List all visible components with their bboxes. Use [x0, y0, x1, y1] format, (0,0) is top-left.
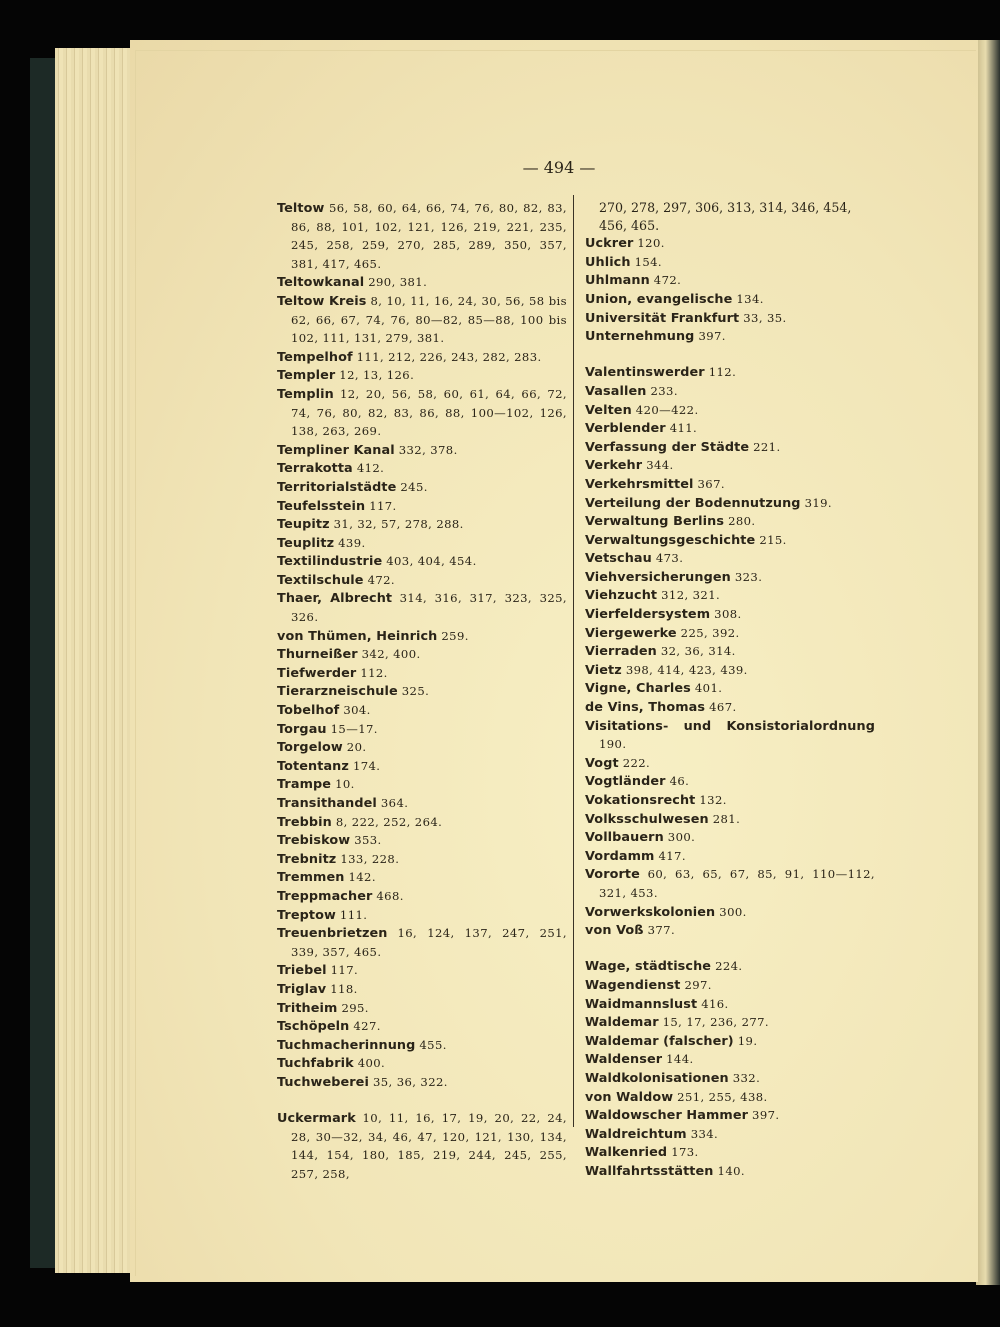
entry-term: Thurneißer [277, 647, 358, 663]
entry-term: Torgelow [277, 740, 343, 756]
index-entry [585, 234, 875, 253]
index-entry [585, 921, 875, 940]
page-number: — 494 — [522, 158, 596, 177]
entry-term: Triebel [277, 963, 327, 979]
entry-term: Unternehmung [585, 329, 695, 345]
page-stack-edges [55, 48, 135, 1273]
entry-page-refs: 297. [684, 977, 712, 992]
entry-term: Teuplitz [277, 535, 335, 551]
entry-term: Viehversicherungen [585, 569, 731, 585]
index-entry [585, 456, 875, 475]
index-entry [585, 661, 875, 680]
entry-term: Verwaltungsgeschichte [585, 532, 756, 548]
index-entry [585, 401, 875, 420]
entry-page-refs: 245. [400, 479, 428, 494]
entry-term: Vetschau [585, 551, 652, 567]
index-entry [585, 810, 875, 829]
index-entry [277, 664, 567, 683]
index-entry [585, 568, 875, 587]
entry-term: Tiefwerder [277, 665, 357, 681]
index-entry [277, 589, 567, 626]
entry-term: Wagendienst [585, 977, 681, 993]
index-entry [277, 720, 567, 739]
entry-term: Teltow [277, 201, 325, 216]
entry-term: Totentanz [277, 758, 349, 774]
entry-page-refs: 344. [646, 458, 674, 473]
entry-term: Waldowscher Hammer [585, 1108, 749, 1124]
index-entry [277, 1073, 567, 1092]
entry-term: Vokationsrecht [585, 793, 696, 808]
entry-page-refs: 15, 17, 236, 277. [662, 1015, 769, 1030]
entry-page-refs: 111. [339, 907, 368, 922]
entry-term: Vordamm [585, 848, 655, 864]
entry-page-refs: 473. [655, 551, 684, 566]
index-entry [585, 327, 875, 346]
entry-term: Vogtländer [585, 774, 666, 790]
entry-term: Viergewerke [585, 625, 677, 641]
entry-page-refs: 10. [335, 777, 355, 792]
entry-page-refs: 319. [804, 495, 833, 510]
entry-term: Tuchweberei [277, 1074, 369, 1090]
index-entry [585, 531, 875, 550]
entry-term: Templin [277, 386, 334, 402]
entry-term: Visitations- und Konsistorialordnung [585, 718, 875, 734]
index-entry [585, 772, 875, 791]
index-entry [585, 865, 875, 902]
entry-page-refs: 35, 36, 322. [372, 1074, 448, 1089]
entry-page-refs: 295. [341, 1000, 369, 1015]
index-entry [277, 1054, 567, 1073]
entry-page-refs: 332, 378. [398, 442, 458, 457]
entry-term: Templiner Kanal [277, 442, 395, 458]
entry-page-refs: 15—17. [330, 721, 378, 736]
entry-page-refs: 401. [694, 681, 723, 696]
entry-term: Universität Frankfurt [585, 310, 740, 326]
entry-term: Waldkolonisationen [585, 1070, 729, 1086]
entry-term: Teltowkanal [277, 275, 365, 291]
index-entry [585, 976, 875, 995]
entry-page-refs: 314, 316, 317, 323, 325, 326. [291, 591, 567, 625]
index-entry [585, 903, 875, 922]
book-page [130, 40, 978, 1282]
index-entry [585, 549, 875, 568]
index-entry [277, 887, 567, 906]
entry-page-refs: 133, 228. [340, 851, 400, 866]
entry-page-refs: 290, 381. [368, 275, 428, 290]
entry-page-refs: 439. [338, 535, 366, 550]
entry-page-refs: 215. [759, 532, 787, 547]
entry-term: Verkehr [585, 458, 643, 474]
entry-page-refs: 140. [717, 1163, 745, 1178]
entry-page-refs: 468. [376, 888, 404, 903]
entry-term: Treppmacher [277, 888, 373, 904]
entry-term: Wallfahrtsstätten [585, 1163, 714, 1179]
entry-page-refs: 411. [669, 421, 698, 436]
index-entry [585, 271, 875, 290]
entry-term: Treptow [277, 907, 336, 923]
entry-page-refs: 112. [360, 665, 388, 680]
entry-page-refs: 12, 20, 56, 58, 60, 61, 64, 66, 72, 74, 76, 80, 82, 83, 86, 88, 100—102, 126, 138, 263, 269. [291, 386, 567, 439]
entry-term: Teltow Kreis [277, 293, 367, 309]
entry-page-refs: 281. [712, 811, 741, 826]
entry-page-refs: 334. [690, 1126, 719, 1141]
index-entry [277, 1109, 567, 1183]
index-column-left [277, 199, 567, 1183]
index-entry [277, 459, 567, 478]
entry-page-refs: 312, 321. [661, 588, 721, 603]
entry-page-refs: 16, 124, 137, 247, 251, 339, 357, 465. [291, 926, 567, 959]
entry-term: Walkenried [585, 1145, 668, 1161]
entry-page-refs: 412. [356, 461, 385, 476]
entry-term: Trebnitz [277, 851, 337, 867]
entry-term: Territorialstädte [277, 479, 397, 495]
index-entry [277, 534, 567, 553]
index-entry [585, 1069, 875, 1088]
index-entry-continuation [585, 199, 875, 234]
index-entry [277, 906, 567, 925]
entry-page-refs: 46. [669, 774, 690, 789]
entry-page-refs: 32, 36, 314. [660, 644, 736, 659]
entry-page-refs: 259. [441, 628, 469, 643]
index-entry [585, 494, 875, 513]
entry-term: Templer [277, 368, 336, 384]
index-entry [585, 624, 875, 643]
entry-page-refs: 397. [752, 1108, 780, 1123]
entry-term: Uckrer [585, 236, 634, 252]
entry-term: von Waldow [585, 1089, 674, 1105]
entry-page-refs: 190. [599, 737, 627, 752]
entry-page-refs: 144. [666, 1052, 694, 1067]
index-entry [585, 717, 875, 754]
entry-page-refs: 31, 32, 57, 278, 288. [333, 517, 464, 532]
entry-term: Teupitz [277, 517, 330, 533]
entry-term: Verblender [585, 421, 666, 437]
entry-term: Transithandel [277, 796, 377, 811]
index-entry [585, 419, 875, 438]
index-entry [277, 571, 567, 590]
entry-term: Vierraden [585, 644, 657, 660]
index-entry [585, 995, 875, 1014]
index-entry [585, 1125, 875, 1144]
entry-term: Vasallen [585, 383, 647, 399]
entry-page-refs: 251, 255, 438. [677, 1089, 768, 1104]
index-entry [277, 515, 567, 534]
entry-page-refs: 300. [719, 904, 747, 919]
entry-term: Waldenser [585, 1052, 663, 1068]
index-entry [277, 924, 567, 961]
entry-term: Tierarzneischule [277, 684, 398, 700]
entry-page-refs: 142. [348, 870, 376, 885]
index-entry [585, 847, 875, 866]
entry-page-refs: 56, 58, 60, 64, 66, 74, 76, 80, 82, 83, 86, 88, 101, 102, 121, 126, 219, 221, 235, 245, 258, 259, 270, 285, 289, 350, 357, 381, 417, 465. [291, 201, 567, 271]
entry-term: Viehzucht [585, 588, 658, 604]
index-entry [277, 645, 567, 664]
entry-page-refs: 117. [369, 498, 397, 513]
index-entry [585, 1088, 875, 1107]
entry-page-refs: 367. [697, 476, 725, 491]
entry-term: Valentinswerder [585, 365, 705, 381]
index-entry [277, 441, 567, 460]
index-entry [585, 382, 875, 401]
section-gap [277, 1092, 567, 1110]
index-entry [277, 682, 567, 701]
index-entry [277, 738, 567, 757]
entry-page-refs: 455. [419, 1037, 447, 1052]
entry-term: Uckermark [277, 1111, 356, 1127]
index-entry [585, 253, 875, 272]
index-entry [585, 679, 875, 698]
entry-term: Tempelhof [277, 349, 353, 365]
entry-page-refs: 8, 222, 252, 264. [335, 814, 443, 829]
entry-page-refs: 60, 63, 65, 67, 85, 91, 110—112, 321, 453. [599, 867, 875, 900]
section-gap [585, 346, 875, 364]
index-entry [277, 273, 567, 292]
entry-page-refs: 342, 400. [361, 647, 421, 662]
entry-term: Textilindustrie [277, 554, 383, 570]
entry-page-refs: 10, 11, 16, 17, 19, 20, 22, 24, 28, 30—32, 34, 46, 47, 120, 121, 130, 134, 144, 154, 180, 185, 219, 244, 245, 255, 257, 258, [291, 1111, 567, 1181]
entry-page-refs: 120. [637, 236, 665, 251]
entry-term: Vollbauern [585, 830, 664, 846]
entry-term: Waidmannslust [585, 996, 698, 1012]
entry-term: Union, evangelische [585, 291, 733, 307]
entry-page-refs: 364. [380, 796, 409, 810]
index-entry [277, 292, 567, 348]
index-entry [277, 552, 567, 571]
index-entry [585, 1013, 875, 1032]
entry-term: Vorwerkskolonien [585, 904, 716, 920]
index-entry [585, 1050, 875, 1069]
index-entry [585, 438, 875, 457]
index-entry [585, 698, 875, 717]
entry-page-refs: 112. [708, 365, 737, 380]
entry-term: von Voß [585, 923, 644, 939]
entry-page-refs: 472. [653, 273, 682, 288]
index-entry [277, 961, 567, 980]
index-entry [277, 478, 567, 497]
entry-page-refs: 173. [671, 1145, 699, 1160]
entry-term: Waldemar (falscher) [585, 1033, 734, 1049]
index-entry [277, 794, 567, 813]
entry-term: Vigne, Charles [585, 681, 691, 697]
entry-term: Teufelsstein [277, 498, 366, 514]
entry-term: Uhlich [585, 254, 631, 270]
entry-term: Thaer, Albrecht [277, 591, 393, 607]
entry-term: Triglav [277, 981, 327, 997]
entry-page-refs: 20. [346, 740, 367, 755]
index-entry [277, 850, 567, 869]
index-entry [277, 366, 567, 385]
entry-page-refs: 472. [367, 572, 395, 587]
index-entry [585, 828, 875, 847]
index-entry [277, 757, 567, 776]
entry-page-refs: 398, 414, 423, 439. [625, 662, 748, 677]
entry-page-refs: 118. [330, 981, 358, 996]
entry-page-refs: 12, 13, 126. [339, 368, 415, 383]
index-entry [277, 1036, 567, 1055]
entry-page-refs: 304. [343, 703, 371, 718]
index-entry [585, 957, 875, 976]
entry-page-refs: 117. [330, 963, 359, 978]
entry-page-refs: 467. [709, 700, 737, 715]
entry-term: Torgau [277, 721, 327, 737]
entry-term: Trebiskow [277, 833, 351, 849]
entry-page-refs: 134. [736, 291, 764, 306]
entry-page-refs: 154. [634, 254, 663, 269]
index-entry [277, 627, 567, 646]
entry-term: Trebbin [277, 814, 332, 830]
index-entry [277, 348, 567, 367]
column-divider [573, 195, 574, 1127]
entry-page-refs: 416. [701, 996, 729, 1011]
index-entry [277, 999, 567, 1018]
entry-term: Wage, städtische [585, 959, 712, 975]
entry-page-refs: 270, 278, 297, 306, 313, 314, 346, 454, 456, 465. [599, 200, 852, 233]
entry-term: Tuchfabrik [277, 1056, 354, 1072]
entry-page-refs: 377. [647, 923, 676, 938]
entry-term: Treuenbrietzen [277, 926, 388, 942]
entry-term: Trampe [277, 777, 332, 793]
index-entry [277, 199, 567, 273]
index-entry [585, 290, 875, 309]
entry-term: Uhlmann [585, 273, 650, 289]
entry-term: Verfassung der Städte [585, 439, 750, 455]
index-column-right [585, 199, 875, 1180]
entry-page-refs: 33, 35. [743, 310, 787, 325]
entry-term: Vietz [585, 662, 622, 678]
entry-page-refs: 221. [753, 439, 781, 454]
entry-term: Vororte [585, 867, 640, 883]
index-entry [585, 1143, 875, 1162]
entry-page-refs: 308. [714, 607, 742, 622]
index-entry [585, 642, 875, 661]
entry-term: Velten [585, 402, 632, 418]
index-entry [277, 980, 567, 999]
entry-page-refs: 300. [667, 830, 696, 845]
index-entry [585, 1162, 875, 1181]
entry-page-refs: 353. [354, 833, 382, 848]
index-entry [277, 775, 567, 794]
entry-page-refs: 224. [715, 959, 743, 974]
entry-term: Tritheim [277, 1000, 338, 1016]
entry-page-refs: 8, 10, 11, 16, 24, 30, 56, 58 bis 62, 66, 67, 74, 76, 80—82, 85—88, 100 bis 102, 111, 131, 279, 381. [291, 293, 567, 346]
entry-page-refs: 403, 404, 454. [386, 554, 477, 569]
entry-page-refs: 280. [728, 514, 756, 529]
entry-page-refs: 233. [650, 383, 678, 398]
entry-term: de Vins, Thomas [585, 700, 706, 716]
entry-page-refs: 420—422. [635, 402, 699, 417]
index-entry [585, 754, 875, 773]
entry-term: Tremmen [277, 870, 345, 886]
index-entry [585, 512, 875, 531]
index-entry [585, 475, 875, 494]
entry-term: Verwaltung Berlins [585, 514, 725, 530]
entry-term: von Thümen, Heinrich [277, 628, 438, 644]
entry-term: Vogt [585, 755, 619, 771]
index-entry [585, 363, 875, 382]
entry-term: Vierfeldersystem [585, 607, 711, 623]
entry-page-refs: 397. [698, 329, 726, 344]
index-entry [277, 813, 567, 832]
entry-page-refs: 417. [658, 848, 686, 863]
entry-page-refs: 323. [734, 569, 763, 584]
entry-term: Tobelhof [277, 703, 340, 719]
entry-page-refs: 19. [737, 1033, 758, 1048]
index-entry [585, 586, 875, 605]
entry-term: Verteilung der Bodennutzung [585, 495, 801, 511]
entry-term: Verkehrsmittel [585, 476, 694, 492]
index-entry [277, 831, 567, 850]
entry-term: Volksschulwesen [585, 811, 709, 827]
index-entry [585, 309, 875, 328]
index-entry [585, 1106, 875, 1125]
entry-page-refs: 325. [401, 684, 430, 699]
entry-page-refs: 174. [352, 758, 381, 773]
entry-term: Tuchmacherinnung [277, 1037, 416, 1053]
index-entry [277, 1017, 567, 1036]
index-entry [277, 868, 567, 887]
index-entry [585, 791, 875, 810]
index-entry [277, 385, 567, 441]
entry-page-refs: 332. [732, 1070, 761, 1085]
entry-term: Waldreichtum [585, 1126, 687, 1142]
entry-page-refs: 400. [357, 1056, 386, 1071]
index-entry [585, 605, 875, 624]
entry-page-refs: 225, 392. [680, 625, 740, 640]
entry-term: Waldemar [585, 1015, 659, 1031]
section-gap [585, 940, 875, 958]
entry-term: Tschöpeln [277, 1019, 350, 1035]
index-entry [277, 497, 567, 516]
entry-page-refs: 222. [622, 755, 651, 770]
entry-page-refs: 111, 212, 226, 243, 282, 283. [356, 349, 542, 364]
entry-term: Textilschule [277, 572, 364, 588]
index-entry [277, 701, 567, 720]
index-entry [585, 1032, 875, 1051]
entry-page-refs: 427. [353, 1019, 381, 1034]
entry-page-refs: 132. [699, 793, 727, 807]
entry-term: Terrakotta [277, 461, 353, 477]
page-fold [976, 40, 1000, 1285]
